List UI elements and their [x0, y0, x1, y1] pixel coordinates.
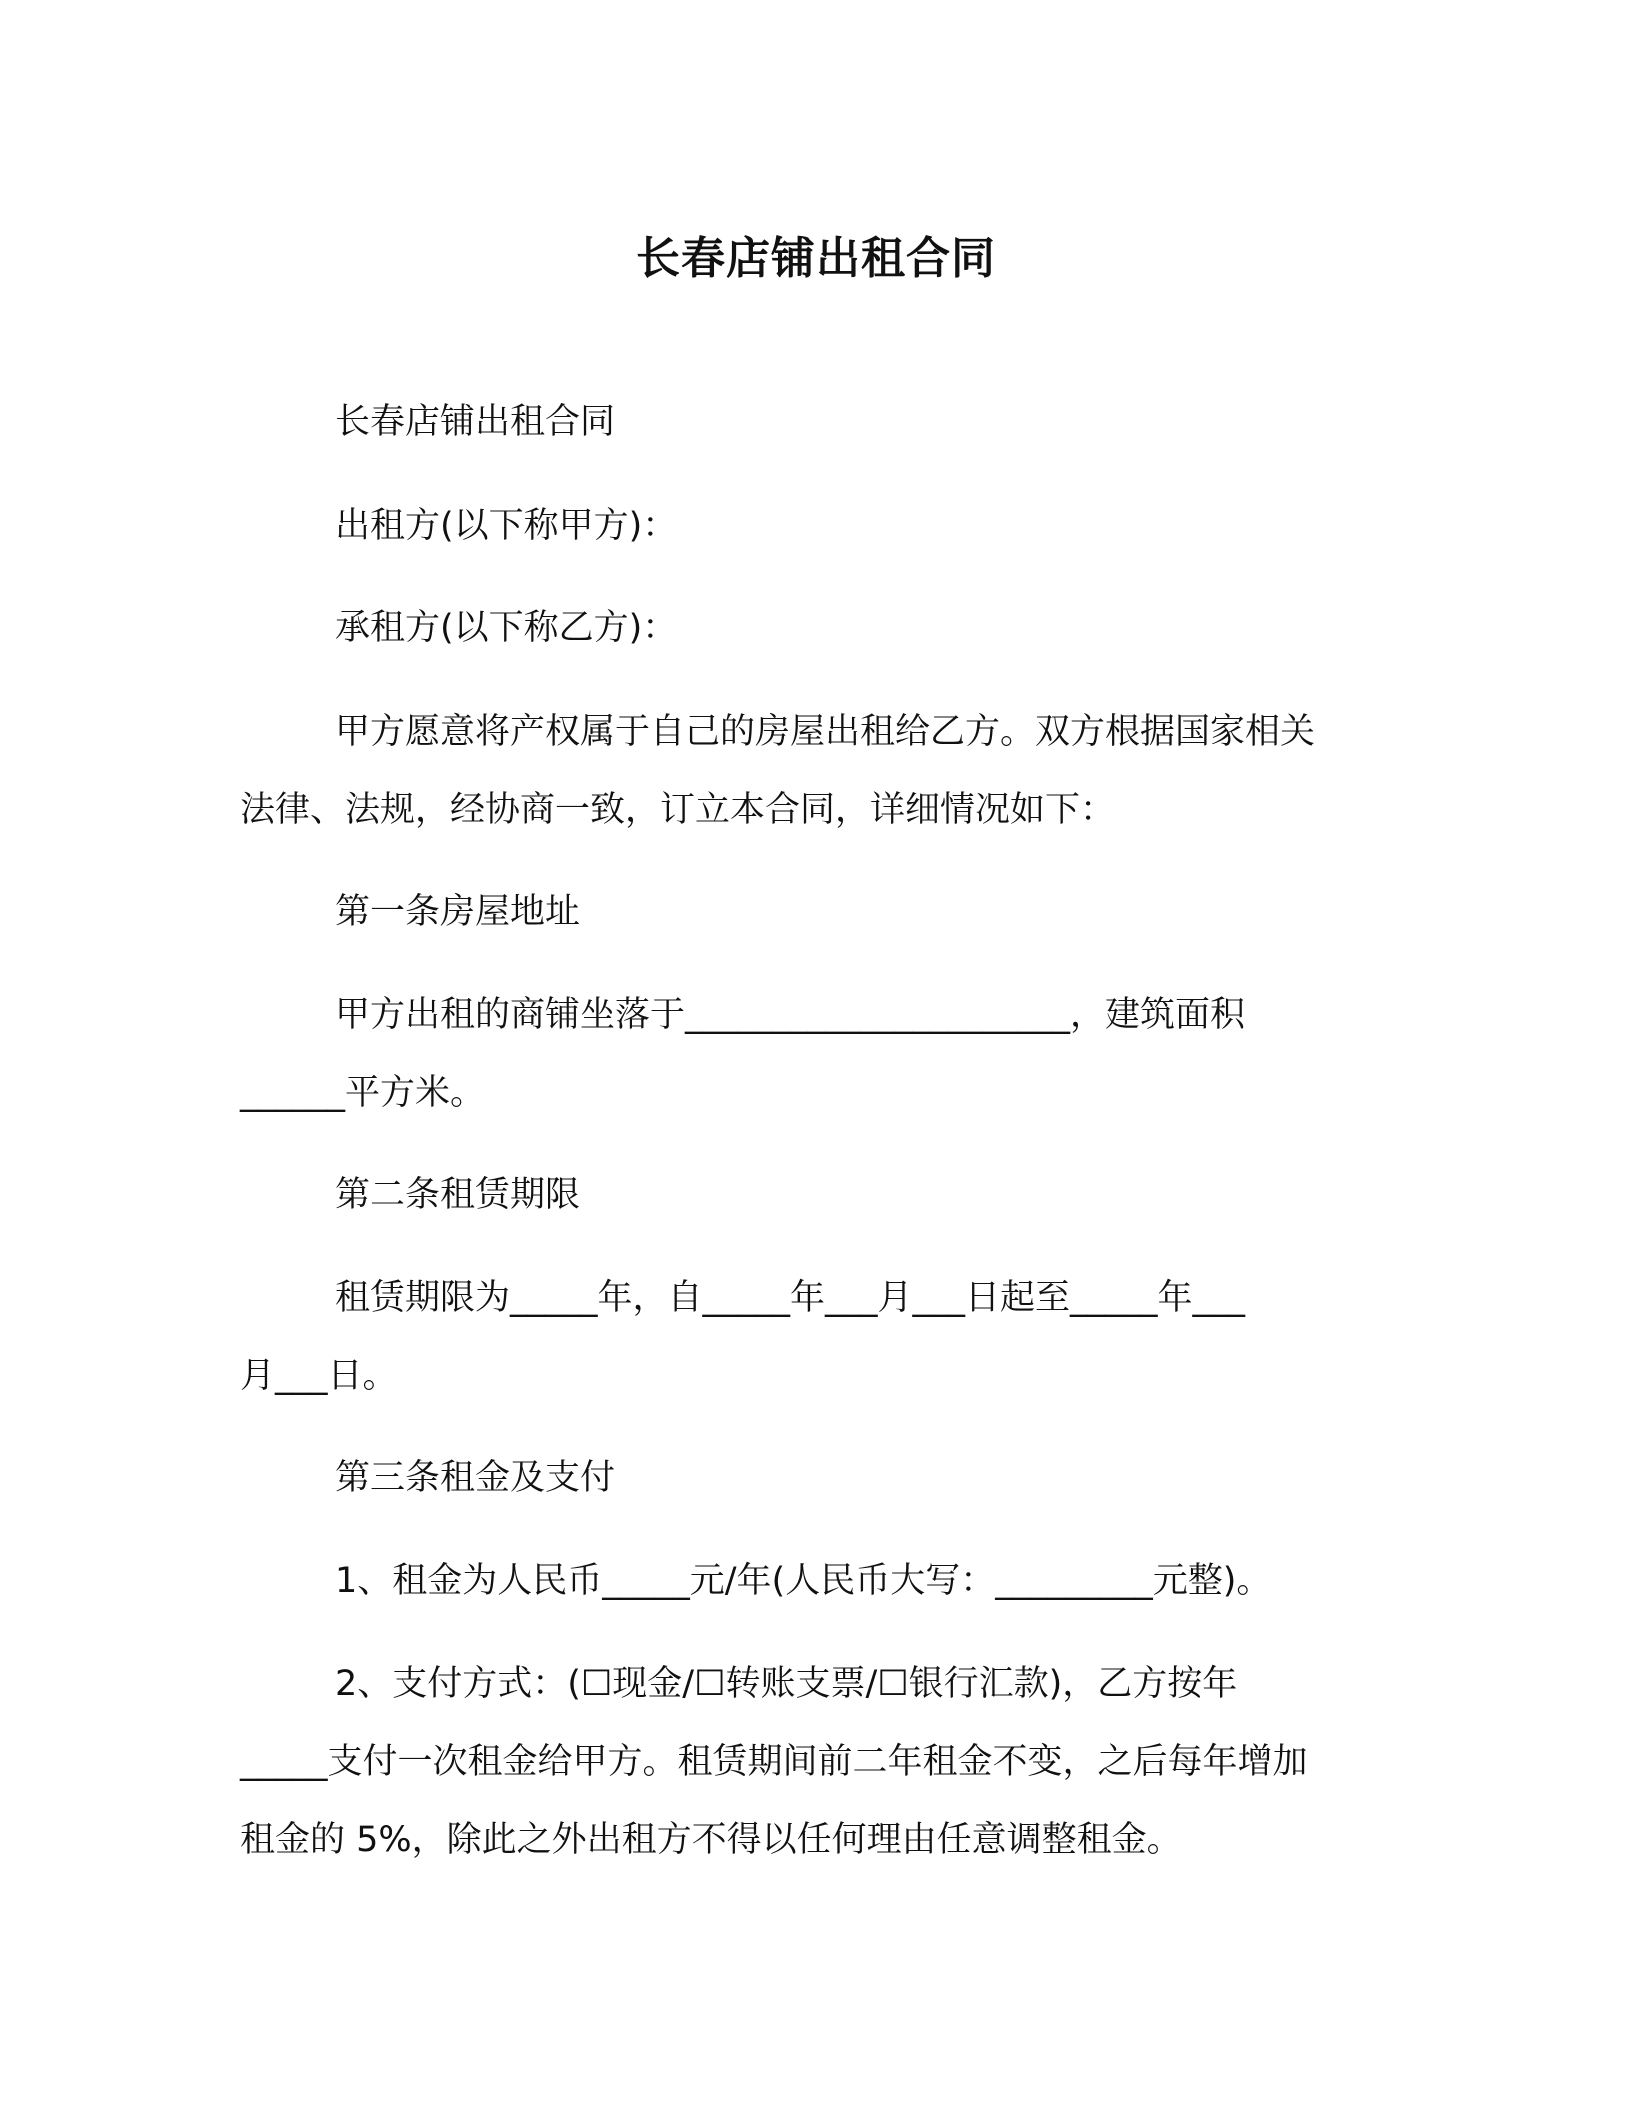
subtitle: 长春店铺出租合同 — [335, 402, 616, 442]
article-2-heading: 第二条租赁期限 — [335, 1175, 581, 1215]
article-1-line-1: 甲方出租的商铺坐落于______________________，建筑面积 — [335, 995, 1246, 1035]
article-1-heading: 第一条房屋地址 — [335, 892, 581, 932]
article-2-line-2: 月___日。 — [240, 1356, 398, 1396]
preamble-line-1: 甲方愿意将产权属于自己的房屋出租给乙方。双方根据国家相关 — [335, 712, 1316, 752]
lessee-line: 承租方(以下称乙方)： — [335, 608, 678, 648]
article-3-heading: 第三条租金及支付 — [335, 1458, 616, 1498]
article-3-item-2-line-1: 2、支付方式：(☐现金/☐转账支票/☐银行汇款)，乙方按年 — [335, 1664, 1238, 1704]
article-1-line-2: ______平方米。 — [240, 1073, 486, 1113]
lessor-line: 出租方(以下称甲方)： — [335, 506, 678, 546]
preamble-line-2: 法律、法规，经协商一致，订立本合同，详细情况如下： — [240, 790, 1116, 830]
article-3-item-2-line-3: 租金的 5%，除此之外出租方不得以任何理由任意调整租金。 — [240, 1820, 1182, 1860]
document-title: 长春店铺出租合同 — [636, 233, 996, 284]
article-3-item-1: 1、租金为人民币_____元/年(人民币大写：_________元整)。 — [335, 1561, 1272, 1601]
article-2-line-1: 租赁期限为_____年，自_____年___月___日起至_____年___ — [335, 1278, 1246, 1318]
article-3-item-2-line-2: _____支付一次租金给甲方。租赁期间前二年租金不变，之后每年增加 — [240, 1742, 1308, 1782]
